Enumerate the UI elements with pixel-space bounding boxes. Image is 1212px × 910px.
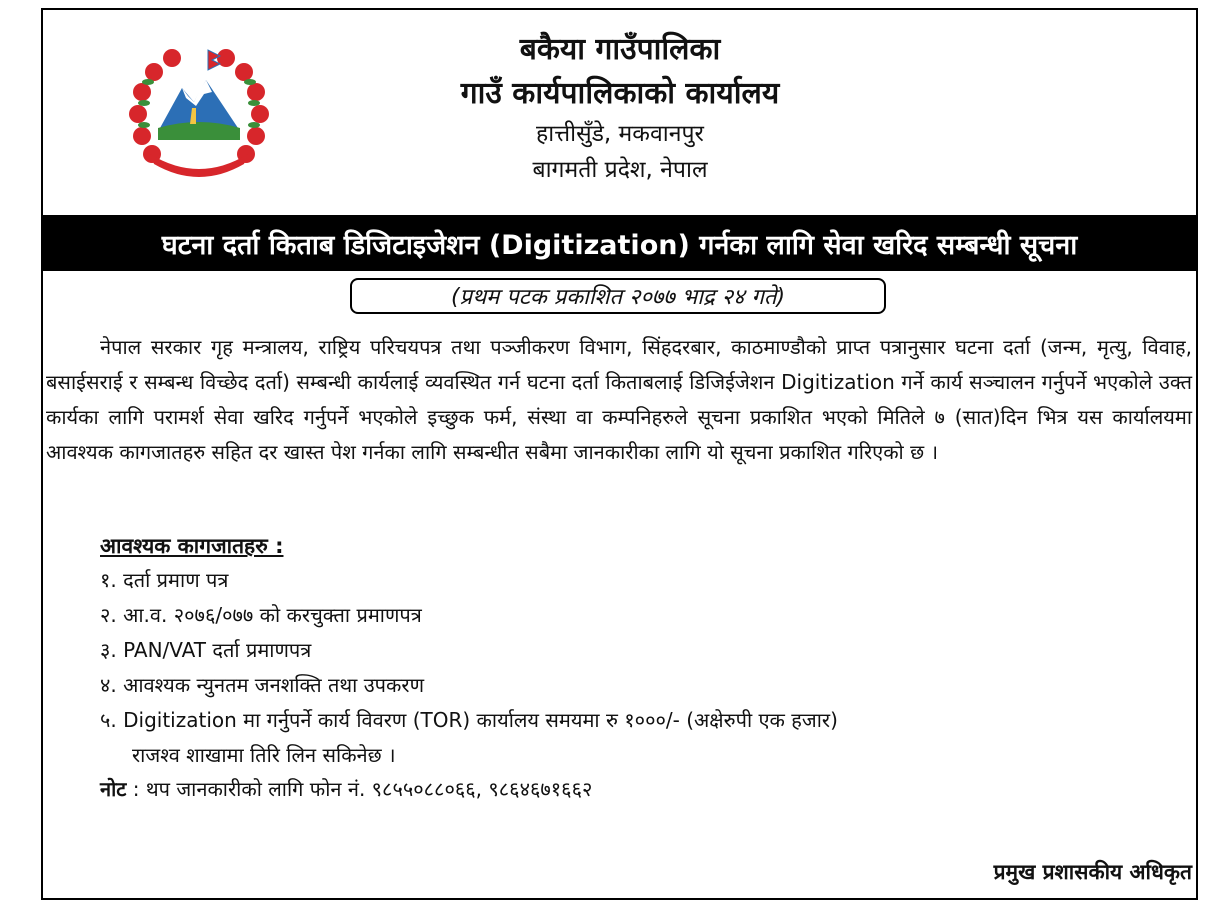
- publication-note: (प्रथम पटक प्रकाशित २०७७ भाद्र २४ गते): [350, 278, 886, 314]
- signatory-title: प्रमुख प्रशासकीय अधिकृत: [993, 860, 1192, 884]
- notice-title: घटना दर्ता किताब डिजिटाइजेशन (Digitization) गर्नका लागि सेवा खरिद सम्बन्धी सूचना: [43, 215, 1196, 271]
- list-item-text: ४. आवश्यक न्युनतम जनशक्ति तथा उपकरण: [100, 673, 425, 697]
- list-item: [100, 633, 1100, 668]
- note-text: : थप जानकारीको लागि फोन नं. ९८५५०८८०६६, ९८६४६७१६६२: [126, 777, 593, 801]
- nepal-government-emblem-icon: [120, 36, 278, 186]
- list-item-continuation: राजश्व शाखामा तिरि लिन सकिनेछ ।: [132, 743, 396, 767]
- list-item: [100, 563, 1100, 598]
- required-documents-heading: आवश्यक कागजातहरु :: [100, 534, 284, 558]
- address-line-2: बागमती प्रदेश, नेपाल: [532, 157, 708, 183]
- list-item-text: २. आ.व. २०७६/०७७ को करचुक्ता प्रमाणपत्र: [100, 603, 422, 627]
- office-header: [300, 28, 940, 188]
- list-item: [100, 703, 1100, 773]
- list-item: [100, 598, 1100, 633]
- address-line-1: हात्तीसुँडे, मकवानपुर: [536, 121, 704, 147]
- contact-note: [100, 773, 592, 805]
- municipality-name: बकैया गाउँपालिका: [519, 32, 721, 67]
- office-name: गाउँ कार्यपालिकाको कार्यालय: [460, 76, 780, 111]
- list-item-text: १. दर्ता प्रमाण पत्र: [100, 568, 229, 592]
- list-item-text: ५. Digitization मा गर्नुपर्ने कार्य विवरण (TOR) कार्यालय समयमा रु १०००/- (अक्षेरुपी एक हजार): [100, 708, 838, 732]
- note-label: नोट: [100, 777, 127, 801]
- list-item-text: ३. PAN/VAT दर्ता प्रमाणपत्र: [100, 638, 312, 662]
- required-documents-list: [100, 563, 1100, 773]
- list-item: [100, 668, 1100, 703]
- notice-body: नेपाल सरकार गृह मन्त्रालय, राष्ट्रिय परिचयपत्र तथा पञ्जीकरण विभाग, सिंहदरबार, काठमाण्डौको प्राप्त पत्रानुसार घटना दर्ता (जन्म, मृत्यु, विवाह, बसाईसराई र सम्बन्ध विच्छेद दर्ता) सम्बन्धी कार्यलाई व्यवस्थित गर्न घटना दर्ता किताबलाई डिजिईजेशन Digitization गर्ने कार्य सञ्चालन गर्नुपर्ने भएकोले उक्त कार्यका लागि परामर्श सेवा खरिद गर्नुपर्ने भएकोले इच्छुक फर्म, संस्था वा कम्पनिहरुले सूचना प्रकाशित भएको मितिले ७ (सात)दिन भित्र यस कार्यालयमा आवश्यक कागजातहरु सहित दर खास्त पेश गर्नका लागि सम्बन्धीत सबैमा जानकारीका लागि यो सूचना प्रकाशित गरिएको छ ।: [46, 335, 1192, 464]
